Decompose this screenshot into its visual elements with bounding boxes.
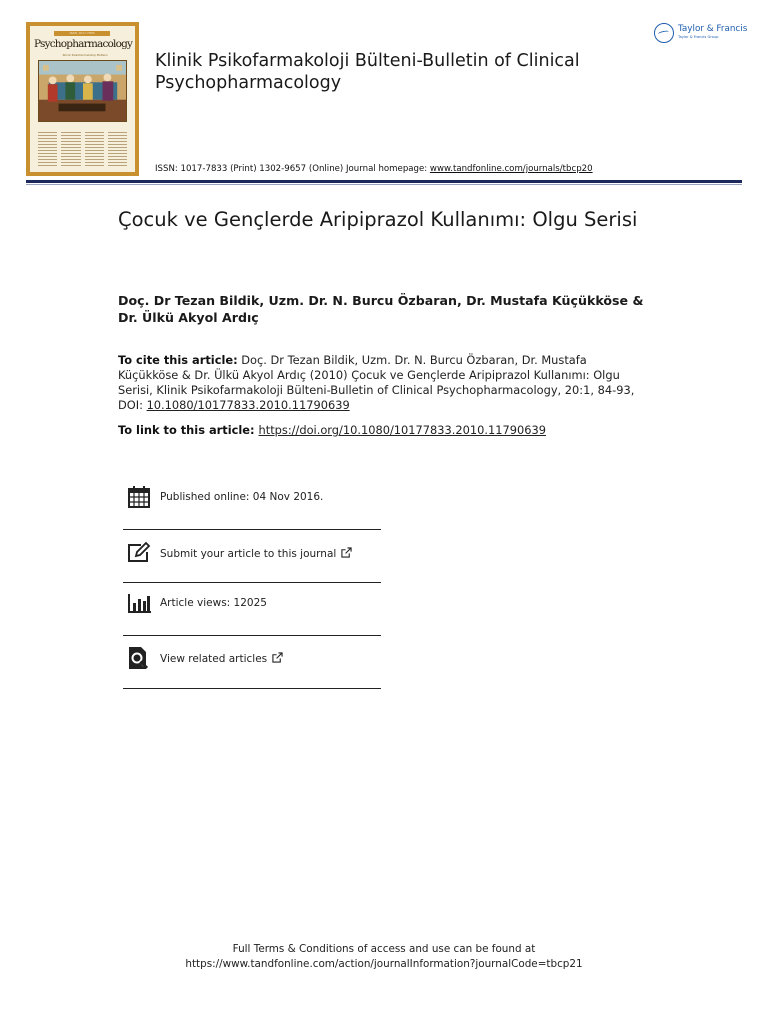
submit-article-text: Submit your article to this journal (160, 548, 337, 560)
taylor-francis-logo-icon (654, 23, 674, 43)
info-divider (123, 635, 381, 636)
related-articles-link[interactable] (160, 652, 283, 665)
citation-label: To cite this article: (118, 353, 238, 367)
article-views-row (123, 583, 381, 623)
citation-text: Doç. Dr Tezan Bildik, Uzm. Dr. N. Burcu Özbaran, Dr. Mustafa Küçükköse & Dr. Ülkü Akyol Ardıç (2010) Çocuk ve Gençlerde Aripiprazol Kullanımı: Olgu Serisi, Klinik Psikofarmakoloji Bülteni-Bulletin of Clinical Psychopharmacology, 20:1, 84-93, DOI: (118, 353, 635, 412)
submit-article-row[interactable] (123, 533, 381, 573)
publisher-name: Taylor & Francis (678, 24, 748, 34)
search-document-icon (127, 646, 151, 670)
article-authors: Doç. Dr Tezan Bildik, Uzm. Dr. N. Burcu Özbaran, Dr. Mustafa Küçükköse & Dr. Ülkü Akyol Ardıç (118, 293, 644, 325)
cover-banner: ISSN 1017-7833 (54, 31, 110, 36)
journal-cover-image[interactable] (26, 22, 139, 176)
header-rule (26, 180, 742, 183)
citation-block (118, 353, 640, 413)
cover-illustration (38, 60, 127, 122)
info-divider (123, 688, 381, 689)
calendar-icon (127, 485, 151, 509)
external-link-icon (272, 652, 283, 663)
cover-title: Psychopharmacology (34, 38, 133, 50)
taylor-francis-logo[interactable] (654, 22, 750, 48)
external-link-icon (341, 547, 352, 558)
header-rule-thin (26, 184, 742, 185)
published-online-text: Published online: 04 Nov 2016. (160, 491, 324, 503)
article-title: Çocuk ve Gençlerde Aripiprazol Kullanımı: Olgu Serisi (118, 208, 638, 231)
issn-line (155, 164, 593, 174)
terms-footer-line: Full Terms & Conditions of access and use can be found at (232, 943, 536, 955)
issn-text: ISSN: 1017-7833 (Print) 1302-9657 (Online) Journal homepage: (155, 164, 430, 174)
cover-column (61, 130, 80, 168)
related-articles-row[interactable] (123, 638, 381, 678)
article-doi-url-link[interactable]: https://doi.org/10.1080/10177833.2010.11790639 (258, 423, 546, 437)
journal-title: Klinik Psikofarmakoloji Bülteni-Bulletin of Clinical Psychopharmacology (155, 51, 580, 93)
bar-chart-icon (127, 591, 151, 615)
cover-column (108, 130, 127, 168)
citation-doi-link[interactable]: 10.1080/10177833.2010.11790639 (146, 398, 350, 412)
cover-subtitle: Klinik Psikofarmakoloji Bülteni (62, 53, 108, 57)
terms-footer (0, 942, 768, 972)
article-link-line (118, 423, 678, 438)
published-online-row (123, 477, 381, 517)
info-divider (123, 529, 381, 530)
cover-column (85, 130, 104, 168)
publisher-group: Taylor & Francis Group (678, 35, 719, 39)
cover-inner (30, 26, 135, 172)
cover-column (38, 130, 57, 168)
terms-footer-url[interactable]: https://www.tandfonline.com/action/journalInformation?journalCode=tbcp21 (185, 958, 583, 970)
submit-article-link[interactable] (160, 547, 352, 560)
edit-icon (127, 541, 151, 565)
journal-homepage-link[interactable]: www.tandfonline.com/journals/tbcp20 (429, 164, 593, 174)
article-link-label: To link to this article: (118, 423, 259, 437)
related-articles-text: View related articles (160, 653, 268, 665)
cover-contents-columns (38, 130, 127, 168)
article-views-text: Article views: 12025 (160, 597, 267, 609)
